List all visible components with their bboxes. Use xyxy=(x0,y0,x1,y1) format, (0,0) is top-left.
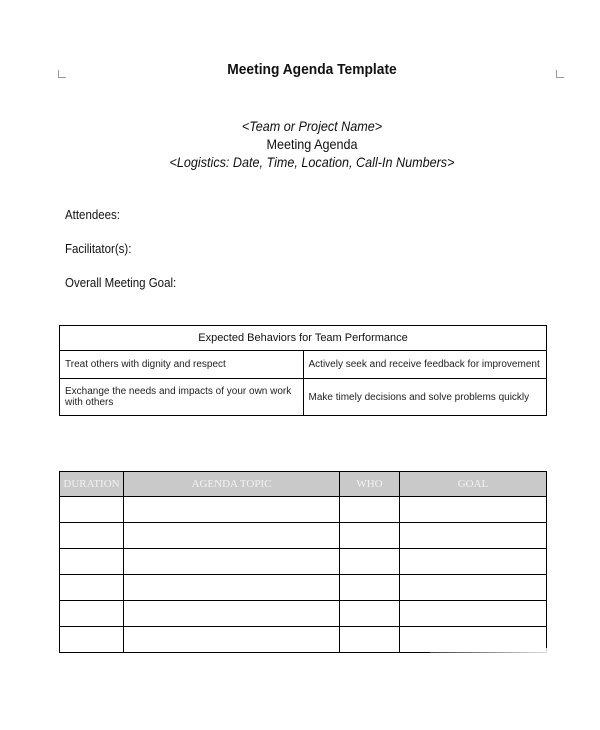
agenda-cell[interactable] xyxy=(400,549,547,575)
agenda-cell[interactable] xyxy=(340,497,400,523)
agenda-cell[interactable] xyxy=(60,601,124,627)
behavior-cell: Make timely decisions and solve problems quickly xyxy=(303,379,547,416)
logistics-placeholder: <Logistics: Date, Time, Location, Call-In Numbers> xyxy=(169,154,455,170)
header-block xyxy=(0,117,600,171)
agenda-cell[interactable] xyxy=(400,601,547,627)
agenda-cell[interactable] xyxy=(124,497,340,523)
attendees-label: Attendees: xyxy=(65,208,120,222)
page-fade-overlay xyxy=(430,648,600,730)
agenda-cell[interactable] xyxy=(124,627,340,653)
meeting-agenda-subtitle: Meeting Agenda xyxy=(266,136,358,152)
team-name-placeholder: <Team or Project Name> xyxy=(241,118,383,134)
agenda-cell[interactable] xyxy=(60,627,124,653)
agenda-cell[interactable] xyxy=(340,523,400,549)
agenda-cell[interactable] xyxy=(340,575,400,601)
agenda-cell[interactable] xyxy=(124,601,340,627)
agenda-cell[interactable] xyxy=(340,627,400,653)
agenda-cell[interactable] xyxy=(124,523,340,549)
agenda-cell[interactable] xyxy=(400,497,547,523)
behavior-cell: Exchange the needs and impacts of your own work with others xyxy=(60,379,304,416)
agenda-cell[interactable] xyxy=(340,549,400,575)
facilitator-label: Facilitator(s): xyxy=(65,242,132,256)
behavior-cell: Actively seek and receive feedback for improvement xyxy=(303,351,547,379)
agenda-cell[interactable] xyxy=(400,523,547,549)
table-row xyxy=(60,575,547,601)
table-row xyxy=(60,497,547,523)
table-row xyxy=(60,549,547,575)
agenda-cell[interactable] xyxy=(60,549,124,575)
table-row xyxy=(60,523,547,549)
behavior-cell: Treat others with dignity and respect xyxy=(60,351,304,379)
agenda-topic-header: AGENDA TOPIC xyxy=(124,472,340,497)
table-row xyxy=(60,379,547,416)
duration-header: DURATION xyxy=(60,472,124,497)
table-row xyxy=(60,601,547,627)
agenda-header-row xyxy=(60,472,547,497)
agenda-cell[interactable] xyxy=(340,601,400,627)
agenda-cell[interactable] xyxy=(60,523,124,549)
meeting-goal-label: Overall Meeting Goal: xyxy=(65,276,177,290)
agenda-cell[interactable] xyxy=(60,497,124,523)
agenda-cell[interactable] xyxy=(124,575,340,601)
behaviors-heading: Expected Behaviors for Team Performance xyxy=(60,326,547,351)
table-row xyxy=(60,351,547,379)
agenda-table xyxy=(59,471,547,653)
who-header: WHO xyxy=(340,472,400,497)
agenda-cell[interactable] xyxy=(400,575,547,601)
behaviors-table xyxy=(59,325,547,416)
agenda-cell[interactable] xyxy=(60,575,124,601)
agenda-cell[interactable] xyxy=(124,549,340,575)
document-title: Meeting Agenda Template xyxy=(227,61,397,78)
goal-header: GOAL xyxy=(400,472,547,497)
